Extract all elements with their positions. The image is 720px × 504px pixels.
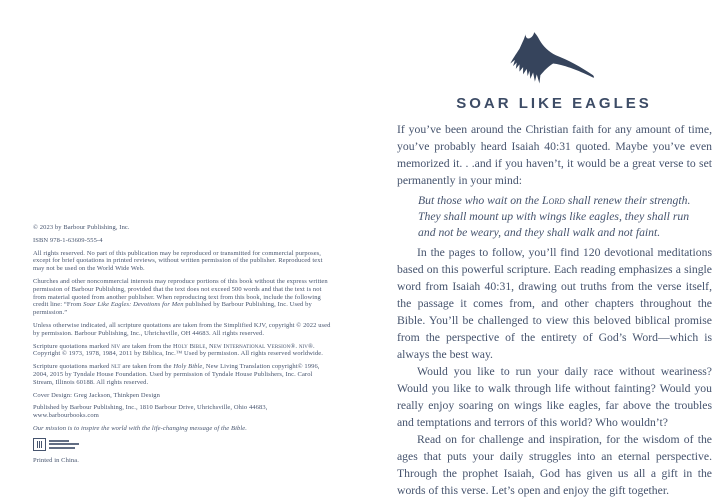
isbn-line: ISBN 978-1-63609-555-4 <box>33 236 103 244</box>
cover-design-credit: Cover Design: Greg Jackson, Thinkpen Design <box>33 391 160 399</box>
churches-paragraph: Churches and other noncommercial interests may reproduce portions of this book without the express written permission of Barbour Publishing, provided that the text does not exceed 500 words and that the text is not from material quoted from another publisher. When reproducing text from this book, include the following credit line: “From Soar Like Eagles: Devotions for Men published by Barbour Publishing, Inc. Used by permission.” <box>33 277 328 317</box>
soaring-eagle-icon <box>504 26 604 90</box>
title-block <box>396 26 712 112</box>
mission-statement: Our mission is to inspire the world with the life-changing message of the Bible. <box>33 424 247 432</box>
paragraph-meditations: In the pages to follow, you’ll find 120 devotional meditations based on this powerful scripture. Each reading emphasizes a single word from Isaiah 40:31, drawing out truths from the verse itself, the passage it comes from, and other chapters throughout the Bible. You’ll be challenged to view this beloved biblical promise from the perspective of the entirety of God’s Word—which is always the best way. <box>397 246 712 361</box>
ecpa-member-logo-icon <box>33 438 333 451</box>
copyright-line: © 2023 by Barbour Publishing, Inc. <box>33 224 130 231</box>
ecpa-logo-text <box>49 440 79 449</box>
skjv-credit: Unless otherwise indicated, all scripture quotations are taken from the Simplified KJV, copyright © 2022 used by permission. Barbour Publishing, Inc., Uhrichsville, OH 44683. All rights reserved. <box>33 321 331 337</box>
publisher-address: Published by Barbour Publishing, Inc., 1810 Barbour Drive, Uhrichsville, Ohio 44683, www.barbourbooks.com <box>33 404 268 420</box>
rights-paragraph: All rights reserved. No part of this publication may be reproduced or transmitted for commercial purposes, except for brief quotations in printed reviews, without written permission of the publisher. Reproduced text may not be used on the World Wide Web. <box>33 249 323 273</box>
ecpa-logo-mark <box>33 438 46 451</box>
paragraph-questions: Would you like to run your daily race without weariness? Would you like to walk through life without fainting? Would you really enjoy soaring on wings like eagles, far above the troubles and temptations and terrors of this world? Who wouldn’t? <box>397 365 712 429</box>
niv-credit: Scripture quotations marked niv are taken from the Holy Bible, New International Version®. niv®. Copyright © 1973, 1978, 1984, 2011 by Biblica, Inc.™ Used by permission. All rights reserved worldwide. <box>33 342 324 358</box>
introduction-text <box>397 121 712 499</box>
isaiah-40-31-quote: But those who wait on the Lord shall renew their strength. They shall mount up with wings like eagles, they shall run and not be weary, and they shall walk and not faint. <box>418 194 691 239</box>
printed-in-line: Printed in China. <box>33 456 79 464</box>
copyright-page <box>33 224 333 470</box>
paragraph-read-on: Read on for challenge and inspiration, for the wisdom of the ages that puts your daily struggles into an eternal perspective. Through the prophet Isaiah, God has given us all a gift in the words of this verse. Let’s open and enjoy the gift together. <box>397 433 712 497</box>
book-title: SOAR LIKE EAGLES <box>456 95 652 112</box>
nlt-credit: Scripture quotations marked nlt are taken from the Holy Bible, New Living Translation copyright© 1996, 2004, 2015 by Tyndale House Foundation. Used by permission of Tyndale House Publishers, Inc. Carol Stream, Illinois 60188. All rights reserved. <box>33 363 320 386</box>
intro-paragraph: If you’ve been around the Christian faith for any amount of time, you’ve probably heard Isaiah 40:31 quoted. Maybe you’ve even memorized it. . .and if you haven’t, it would be a great verse to set permanently in your mind: <box>397 123 712 187</box>
